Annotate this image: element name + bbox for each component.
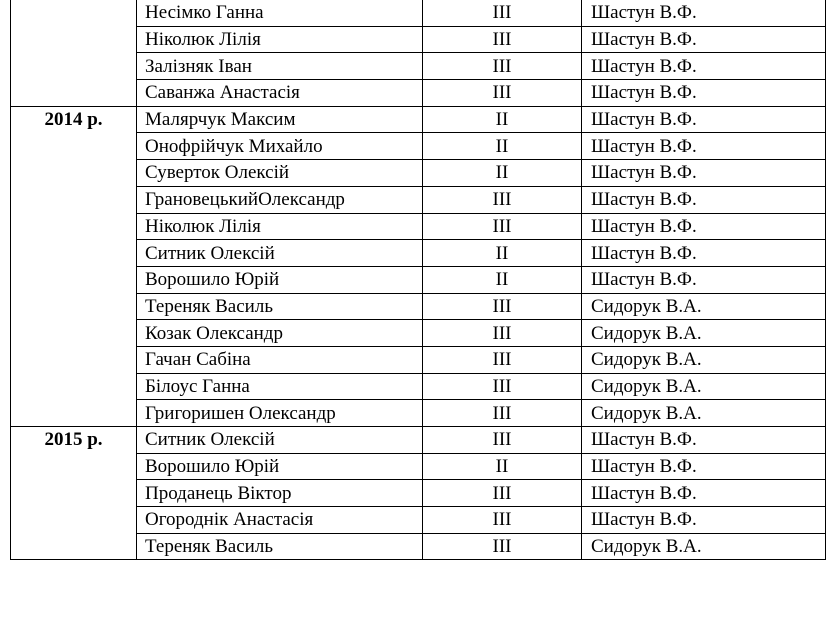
- student-name-cell: Ворошило Юрій: [137, 453, 423, 480]
- year-cell: 2014 р.: [11, 106, 137, 426]
- teacher-cell: Шастун В.Ф.: [582, 160, 826, 187]
- teacher-cell: Сидорук В.А.: [582, 346, 826, 373]
- table-row: [11, 106, 826, 133]
- student-name-cell: Тереняк Василь: [137, 293, 423, 320]
- teacher-cell: Сидорук В.А.: [582, 400, 826, 427]
- teacher-cell: Сидорук В.А.: [582, 293, 826, 320]
- teacher-cell: Шастун В.Ф.: [582, 240, 826, 267]
- award-degree-cell: II: [423, 160, 582, 187]
- teacher-cell: Шастун В.Ф.: [582, 453, 826, 480]
- award-degree-cell: III: [423, 480, 582, 507]
- student-name-cell: Саванжа Анастасія: [137, 80, 423, 107]
- teacher-cell: Шастун В.Ф.: [582, 53, 826, 80]
- award-degree-cell: III: [423, 80, 582, 107]
- award-degree-cell: II: [423, 266, 582, 293]
- award-degree-cell: II: [423, 133, 582, 160]
- award-degree-cell: III: [423, 507, 582, 534]
- student-name-cell: Ніколюк Лілія: [137, 213, 423, 240]
- award-degree-cell: III: [423, 213, 582, 240]
- student-name-cell: Ворошило Юрій: [137, 266, 423, 293]
- student-name-cell: ГрановецькийОлександр: [137, 186, 423, 213]
- teacher-cell: Шастун В.Ф.: [582, 80, 826, 107]
- teacher-cell: Шастун В.Ф.: [582, 213, 826, 240]
- student-name-cell: Тереняк Василь: [137, 533, 423, 560]
- student-name-cell: Ситник Олексій: [137, 240, 423, 267]
- student-name-cell: Залізняк Іван: [137, 53, 423, 80]
- award-degree-cell: III: [423, 0, 582, 26]
- teacher-cell: Сидорук В.А.: [582, 533, 826, 560]
- award-degree-cell: II: [423, 453, 582, 480]
- award-degree-cell: II: [423, 106, 582, 133]
- award-degree-cell: III: [423, 373, 582, 400]
- award-degree-cell: III: [423, 53, 582, 80]
- student-name-cell: Гачан Сабіна: [137, 346, 423, 373]
- student-name-cell: Суверток Олексій: [137, 160, 423, 187]
- award-degree-cell: III: [423, 293, 582, 320]
- teacher-cell: Шастун В.Ф.: [582, 26, 826, 53]
- student-name-cell: Малярчук Максим: [137, 106, 423, 133]
- table-row: [11, 427, 826, 454]
- award-degree-cell: III: [423, 346, 582, 373]
- student-name-cell: Григоришен Олександр: [137, 400, 423, 427]
- teacher-cell: Шастун В.Ф.: [582, 266, 826, 293]
- student-name-cell: Ніколюк Лілія: [137, 26, 423, 53]
- award-degree-cell: III: [423, 320, 582, 347]
- student-name-cell: Козак Олександр: [137, 320, 423, 347]
- awards-table-body: [11, 0, 826, 560]
- table-row: [11, 0, 826, 26]
- award-degree-cell: II: [423, 240, 582, 267]
- teacher-cell: Шастун В.Ф.: [582, 186, 826, 213]
- student-name-cell: Проданець Віктор: [137, 480, 423, 507]
- award-degree-cell: III: [423, 186, 582, 213]
- year-cell: 2015 р.: [11, 427, 137, 560]
- teacher-cell: Сидорук В.А.: [582, 320, 826, 347]
- student-name-cell: Огороднік Анастасія: [137, 507, 423, 534]
- teacher-cell: Шастун В.Ф.: [582, 106, 826, 133]
- teacher-cell: Шастун В.Ф.: [582, 0, 826, 26]
- teacher-cell: Шастун В.Ф.: [582, 507, 826, 534]
- year-cell: [11, 0, 137, 106]
- student-name-cell: Білоус Ганна: [137, 373, 423, 400]
- awards-table: [10, 0, 826, 560]
- student-name-cell: Онофрійчук Михайло: [137, 133, 423, 160]
- award-degree-cell: III: [423, 400, 582, 427]
- teacher-cell: Шастун В.Ф.: [582, 427, 826, 454]
- award-degree-cell: III: [423, 533, 582, 560]
- teacher-cell: Шастун В.Ф.: [582, 480, 826, 507]
- student-name-cell: Ситник Олексій: [137, 427, 423, 454]
- teacher-cell: Шастун В.Ф.: [582, 133, 826, 160]
- student-name-cell: Несімко Ганна: [137, 0, 423, 26]
- award-degree-cell: III: [423, 26, 582, 53]
- teacher-cell: Сидорук В.А.: [582, 373, 826, 400]
- award-degree-cell: III: [423, 427, 582, 454]
